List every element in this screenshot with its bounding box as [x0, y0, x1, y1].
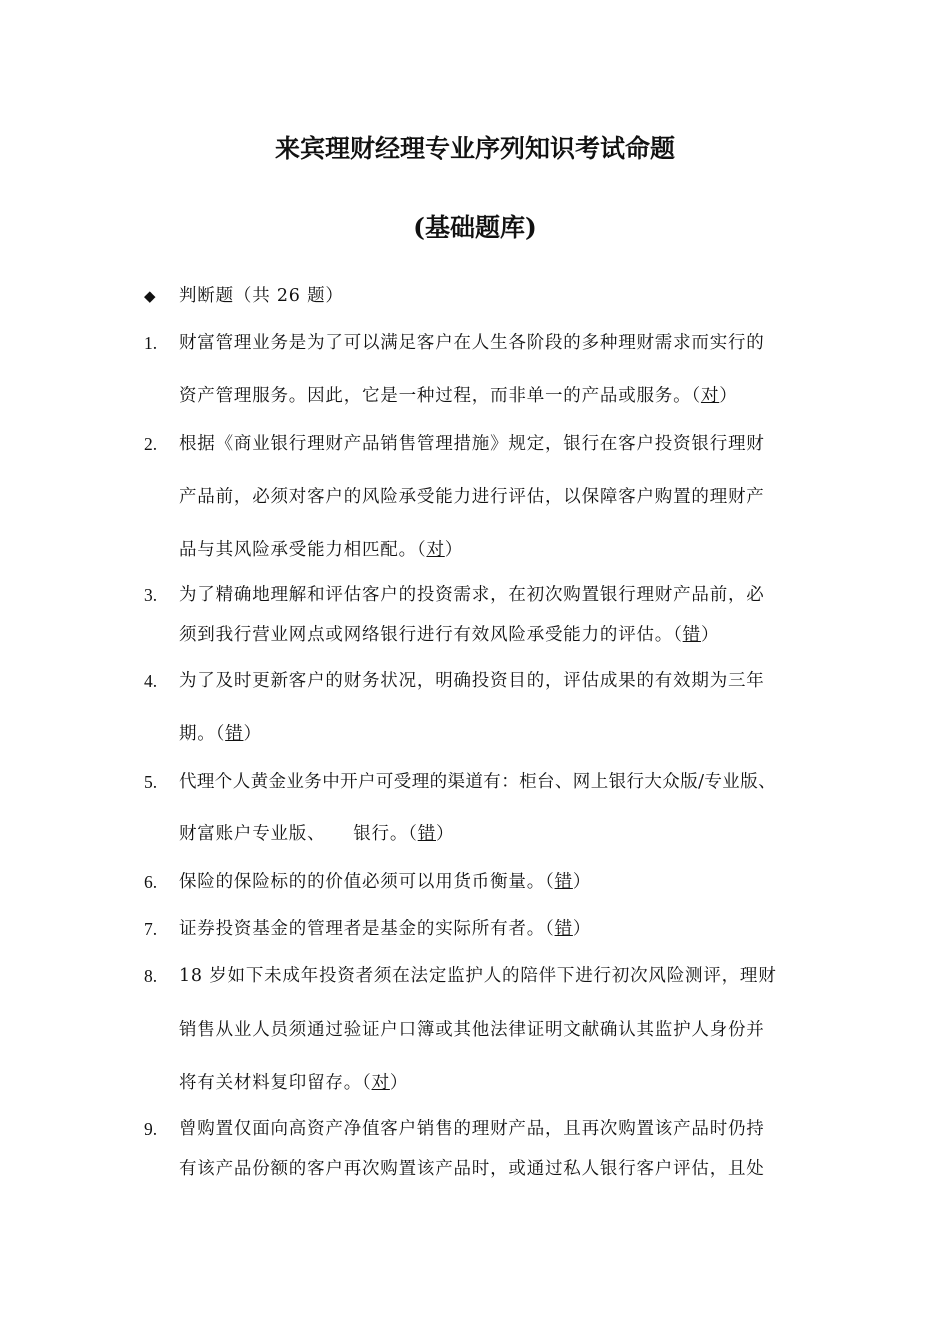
question-text-line: 曾购置仅面向高资产净值客户销售的理财产品，且再次购置该产品时仍持	[179, 1119, 765, 1139]
question-text-line	[179, 917, 591, 941]
answer-close: ）	[572, 872, 592, 892]
question-number: 6.	[144, 872, 158, 892]
answer-close: ）	[572, 919, 592, 939]
answer-mark: 错	[554, 872, 573, 892]
question-text: 期。（	[179, 724, 226, 744]
answer-close: ）	[243, 724, 262, 744]
question-number: 4.	[144, 671, 158, 691]
answer-close: ）	[444, 540, 464, 560]
question-text: 须到我行营业网点或网络银行进行有效风险承受能力的评估。（	[179, 625, 683, 645]
answer-mark: 错	[554, 919, 573, 939]
question-text-line: 销售从业人员须通过验证户口簿或其他法律证明文献确认其监护人身份并	[179, 1020, 765, 1040]
question-text: 证券投资基金的管理者是基金的实际所有者。（	[179, 919, 555, 939]
answer-mark: 对	[371, 1073, 390, 1093]
question-text-line	[179, 722, 262, 746]
question-number: 1.	[144, 333, 158, 353]
question-text: 财富账户专业版、 银行。（	[179, 824, 418, 844]
question-number: 2.	[144, 434, 158, 454]
page-subtitle: (基础题库)	[413, 213, 537, 242]
answer-mark: 对	[426, 540, 445, 560]
answer-close: ）	[700, 625, 720, 645]
diamond-bullet-icon: ◆	[144, 287, 156, 305]
question-text-line: 有该产品份额的客户再次购置该产品时，或通过私人银行客户评估，且处	[179, 1159, 765, 1179]
question-text-line: 财富管理业务是为了可以满足客户在人生各阶段的多种理财需求而实行的	[179, 333, 765, 353]
question-text: 将有关材料复印留存。（	[179, 1073, 372, 1093]
question-text: 保险的保险标的的价值必须可以用货币衡量。（	[179, 872, 555, 892]
question-number: 5.	[144, 772, 158, 792]
question-text-line: 18 岁如下未成年投资者须在法定监护人的陪伴下进行初次风险测评，理财	[179, 966, 777, 986]
answer-mark: 错	[225, 724, 244, 744]
section-label: 判断题（共 26 题）	[179, 286, 344, 306]
question-text-line: 代理个人黄金业务中开户可受理的渠道有：柜台、网上银行大众版/专业版、	[179, 772, 776, 792]
question-text: 品与其风险承受能力相匹配。（	[179, 540, 427, 560]
answer-mark: 错	[682, 625, 701, 645]
question-text-line	[179, 538, 463, 562]
question-text-line: 根据《商业银行理财产品销售管理措施》规定，银行在客户投资银行理财	[179, 434, 765, 454]
question-text-line	[179, 384, 738, 408]
question-number: 7.	[144, 919, 158, 939]
question-text-line	[179, 870, 591, 894]
question-number: 9.	[144, 1119, 158, 1139]
answer-mark: 错	[417, 824, 437, 844]
answer-close: ）	[436, 824, 455, 844]
question-text-line: 为了及时更新客户的财务状况，明确投资目的，评估成果的有效期为三年	[179, 671, 765, 691]
answer-close: ）	[389, 1073, 409, 1093]
question-text-line: 为了精确地理解和评估客户的投资需求，在初次购置银行理财产品前，必	[179, 585, 765, 605]
question-text-line	[179, 623, 719, 647]
question-number: 8.	[144, 966, 158, 986]
page-title: 来宾理财经理专业序列知识考试命题	[274, 134, 675, 163]
question-text-line	[179, 1071, 408, 1095]
answer-mark: 对	[700, 386, 720, 406]
answer-close: ）	[719, 386, 738, 406]
question-text-line: 产品前，必须对客户的风险承受能力进行评估，以保障客户购置的理财产	[179, 487, 765, 507]
question-text-line	[179, 822, 454, 846]
question-number: 3.	[144, 585, 158, 605]
question-text: 资产管理服务。因此，它是一种过程，而非单一的产品或服务。（	[179, 386, 701, 406]
